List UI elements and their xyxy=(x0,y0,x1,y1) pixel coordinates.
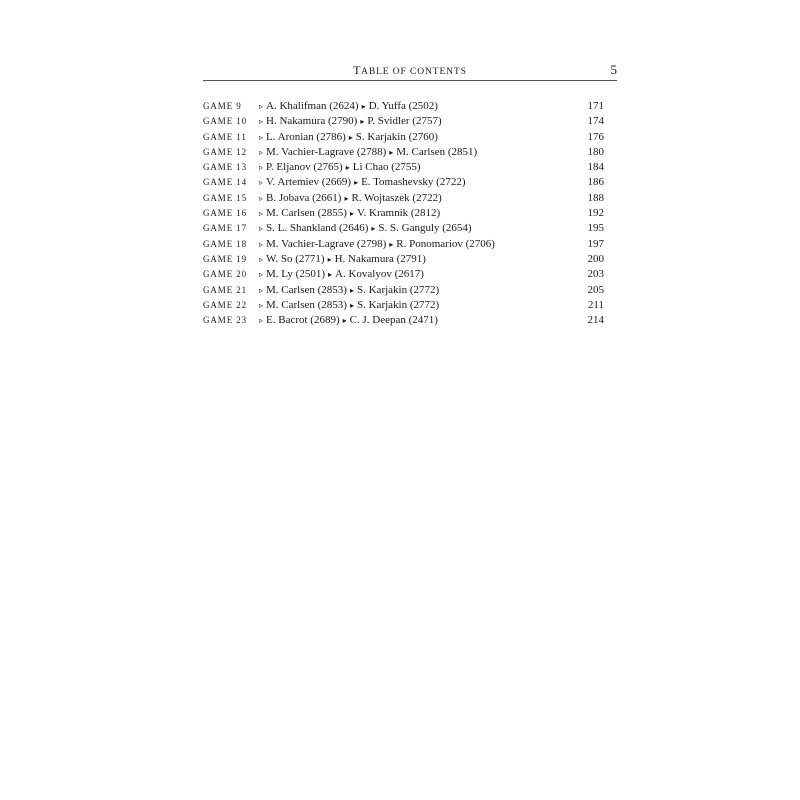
players xyxy=(259,130,564,145)
page-reference: 197 xyxy=(587,237,604,250)
toc-entry-14[interactable] xyxy=(203,298,604,313)
black-player: E. Tomashevsky (2722) xyxy=(361,176,466,189)
black-side-icon: ▸ xyxy=(328,270,333,280)
white-side-icon: ▹ xyxy=(259,178,264,188)
black-player: S. S. Ganguly (2654) xyxy=(378,222,472,235)
white-side-icon: ▹ xyxy=(259,285,264,295)
black-side-icon: ▸ xyxy=(354,178,359,188)
black-side-icon: ▸ xyxy=(345,163,350,173)
running-head xyxy=(203,62,617,81)
game-number: GAME 21 xyxy=(203,284,248,295)
game-number: GAME 9 xyxy=(203,101,242,111)
black-player: S. Karjakin (2760) xyxy=(355,130,438,143)
white-player: M. Vachier-Lagrave (2798) xyxy=(266,237,387,250)
black-player: S. Karjakin (2772) xyxy=(357,298,440,311)
black-side-icon: ▸ xyxy=(361,102,366,111)
black-player: V. Kramnik (2812) xyxy=(357,207,441,220)
players xyxy=(259,175,564,190)
black-side-icon: ▸ xyxy=(389,147,394,157)
white-side-icon: ▹ xyxy=(259,270,264,280)
toc-entry-2[interactable] xyxy=(203,114,604,129)
white-player: W. So (2771) xyxy=(266,252,325,265)
players xyxy=(259,99,564,114)
white-player: L. Aronian (2786) xyxy=(266,130,346,143)
page-reference: 176 xyxy=(587,130,604,143)
black-side-icon: ▸ xyxy=(349,209,354,219)
white-player: S. L. Shankland (2646) xyxy=(266,222,369,235)
page-reference: 188 xyxy=(587,191,604,204)
white-side-icon: ▹ xyxy=(259,209,264,219)
players xyxy=(259,283,564,298)
black-player: P. Svidler (2757) xyxy=(367,115,442,128)
toc-entry-5[interactable] xyxy=(203,160,604,175)
players xyxy=(259,114,564,129)
game-number: GAME 15 xyxy=(203,192,248,203)
white-player: P. Eljanov (2765) xyxy=(266,161,343,174)
toc-entry-8[interactable] xyxy=(203,206,604,221)
white-side-icon: ▹ xyxy=(259,193,264,203)
white-player: B. Jobava (2661) xyxy=(266,191,342,204)
white-side-icon: ▹ xyxy=(259,254,264,264)
black-player: M. Carlsen (2851) xyxy=(396,145,478,158)
white-side-icon: ▹ xyxy=(259,102,264,111)
black-player: C. J. Deepan (2471) xyxy=(349,314,438,327)
toc-entry-3[interactable] xyxy=(203,130,604,145)
players xyxy=(259,267,564,282)
toc-entry-10[interactable] xyxy=(203,237,604,252)
black-player: S. Karjakin (2772) xyxy=(357,283,440,296)
white-side-icon: ▹ xyxy=(259,132,264,142)
white-player: M. Carlsen (2853) xyxy=(266,283,347,296)
black-player: A. Kovalyov (2617) xyxy=(335,268,424,281)
toc-entry-15[interactable] xyxy=(203,313,604,328)
players xyxy=(259,298,564,313)
page-number: 5 xyxy=(610,62,617,77)
game-number: GAME 14 xyxy=(203,177,248,188)
white-player: M. Vachier-Lagrave (2788) xyxy=(266,145,387,158)
white-player: H. Nakamura (2790) xyxy=(266,115,358,128)
white-player: A. Khalifman (2624) xyxy=(266,100,359,112)
toc-entry-4[interactable] xyxy=(203,145,604,160)
black-side-icon: ▸ xyxy=(371,224,376,234)
page-reference: 180 xyxy=(587,145,604,158)
page-reference: 174 xyxy=(587,115,604,128)
game-number: GAME 22 xyxy=(203,299,248,310)
toc-entry-13[interactable] xyxy=(203,283,604,298)
white-player: M. Carlsen (2855) xyxy=(266,207,347,220)
game-number: GAME 11 xyxy=(203,131,247,142)
black-player: R. Ponomariov (2706) xyxy=(396,237,495,250)
page-reference: 195 xyxy=(587,222,604,235)
game-number: GAME 17 xyxy=(203,223,248,234)
white-side-icon: ▹ xyxy=(259,117,264,127)
players xyxy=(259,160,564,175)
players xyxy=(259,145,564,160)
toc-entry-12[interactable] xyxy=(203,267,604,282)
game-number: GAME 12 xyxy=(203,146,248,157)
toc-entry-9[interactable] xyxy=(203,221,604,236)
white-side-icon: ▹ xyxy=(259,147,264,157)
players xyxy=(259,237,564,252)
black-side-icon: ▸ xyxy=(344,193,349,203)
white-player: M. Ly (2501) xyxy=(266,268,325,281)
page-reference: 171 xyxy=(587,100,604,112)
game-number: GAME 16 xyxy=(203,208,248,219)
page-reference: 200 xyxy=(587,252,604,265)
game-number: GAME 23 xyxy=(203,315,248,326)
toc-entry-11[interactable] xyxy=(203,252,604,267)
game-number: GAME 20 xyxy=(203,269,248,280)
page-reference: 192 xyxy=(587,207,604,220)
black-player: H. Nakamura (2791) xyxy=(334,252,426,265)
game-number: GAME 10 xyxy=(203,116,248,127)
black-side-icon: ▸ xyxy=(349,300,354,310)
black-player: Li Chao (2755) xyxy=(352,161,421,174)
toc-entry-6[interactable] xyxy=(203,175,604,190)
page-reference: 203 xyxy=(587,268,604,281)
page-reference: 205 xyxy=(587,283,604,296)
table-of-contents-list xyxy=(203,99,604,328)
black-player: R. Wojtaszek (2722) xyxy=(351,191,442,204)
players xyxy=(259,206,564,221)
black-side-icon: ▸ xyxy=(342,316,347,326)
white-side-icon: ▹ xyxy=(259,224,264,234)
white-player: E. Bacrot (2689) xyxy=(266,314,340,327)
white-side-icon: ▹ xyxy=(259,163,264,173)
running-title-rest: ABLE OF CONTENTS xyxy=(361,67,467,77)
running-title-initial: T xyxy=(353,63,362,77)
page-reference: 184 xyxy=(587,161,604,174)
black-side-icon: ▸ xyxy=(349,285,354,295)
white-player: M. Carlsen (2853) xyxy=(266,298,347,311)
white-side-icon: ▹ xyxy=(259,316,264,326)
page-reference: 211 xyxy=(587,298,604,311)
page-reference: 186 xyxy=(587,176,604,189)
black-side-icon: ▸ xyxy=(389,239,394,249)
game-number: GAME 13 xyxy=(203,162,248,173)
page-reference: 214 xyxy=(587,314,604,327)
white-side-icon: ▹ xyxy=(259,300,264,310)
black-side-icon: ▸ xyxy=(327,254,332,264)
toc-entry-7[interactable] xyxy=(203,191,604,206)
black-side-icon: ▸ xyxy=(348,132,353,142)
players xyxy=(259,252,564,267)
players xyxy=(259,313,564,328)
toc-entry-1[interactable] xyxy=(203,99,604,114)
black-side-icon: ▸ xyxy=(360,117,365,127)
black-player: D. Yuffa (2502) xyxy=(368,100,438,112)
game-number: GAME 19 xyxy=(203,253,248,264)
white-side-icon: ▹ xyxy=(259,239,264,249)
running-title xyxy=(203,63,617,78)
white-player: V. Artemiev (2669) xyxy=(266,176,352,189)
players xyxy=(259,221,564,236)
game-number: GAME 18 xyxy=(203,238,248,249)
players xyxy=(259,191,564,206)
